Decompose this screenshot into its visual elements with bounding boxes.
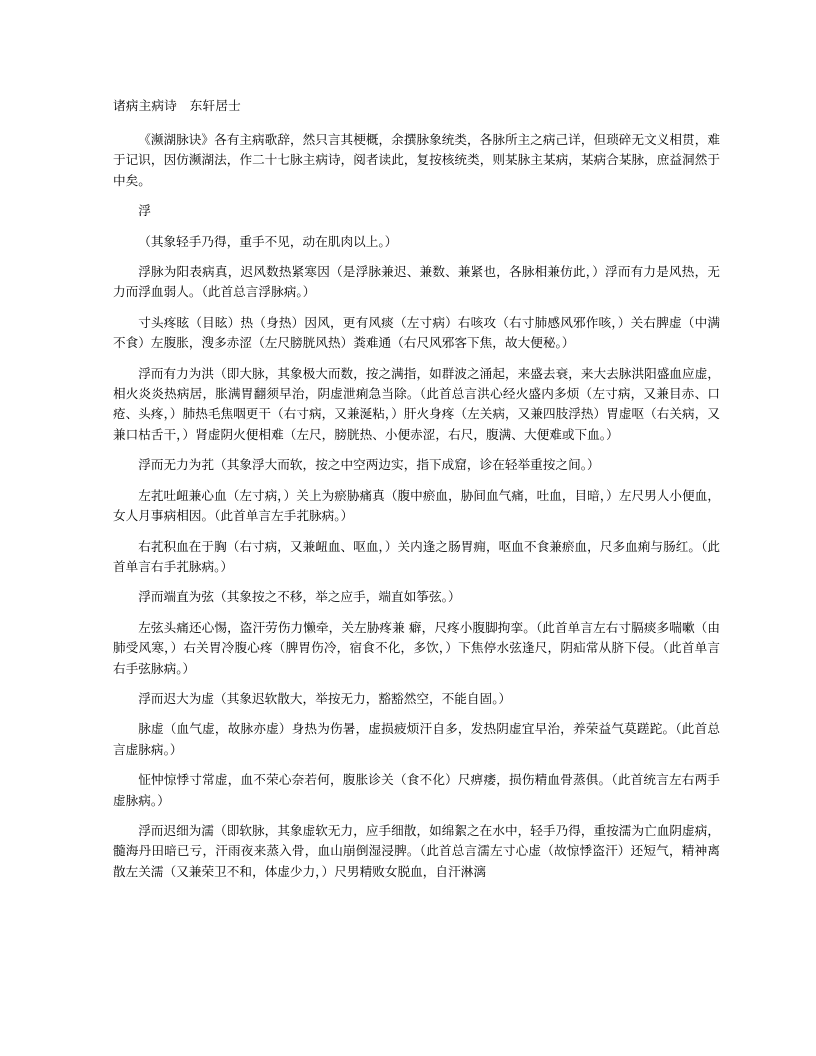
page-title: 诸病主病诗 东轩居士 bbox=[113, 98, 241, 113]
paragraph-xian-definition: 浮而端直为弦（其象按之不移，举之应手，端直如筝弦。） bbox=[138, 589, 461, 605]
paragraph-fu-definition: （其象轻手乃得，重手不见，动在肌肉以上。） bbox=[138, 233, 398, 249]
paragraph-kou-right: 右芤积血在于胸（右寸病，又兼衄血、呕血，）关内逢之肠胃痈，呕血不食兼瘀血，尺多血痢与肠红。（此首单言右手芤脉病。） bbox=[113, 538, 720, 574]
paragraph-fu-positions: 寸头疼眩（目眩）热（身热）因风，更有风痰（左寸病）右咳攻（右寸肺感风邪作咳，）关右脾虚（中满不食）左腹胀，溲多赤涩（左尺膀胱风热）粪难通（右尺风邪客下焦，故大便秘。） bbox=[113, 314, 720, 351]
paragraph-xu-definition: 浮而迟大为虚（其象迟软散大，举按无力，豁豁然空，不能自固。） bbox=[138, 690, 512, 706]
paragraph-ru-definition: 浮而迟细为濡（即软脉，其象虚软无力，应手细散，如绵絮之在水中，轻手乃得，重按濡为亡血阴虚病，髓海丹田暗已亏，汗雨夜来蒸入骨，血山崩倒湿浸脾。（此首总言濡左寸心虚（故惊悸盗汗）还短气，精神离散左关濡（又兼荣卫不和，体虚少力，）尺男精败女脱血，自汗淋漓 bbox=[113, 822, 720, 879]
paragraph-xu-positions: 怔忡惊悸寸常虚，血不荣心奈若何，腹胀诊关（食不化）尺痹痿，损伤精血骨蒸俱。（此首统言左右两手虚脉病。） bbox=[113, 772, 720, 808]
paragraph-hong-definition: 浮而有力为洪（即大脉，其象极大而数，按之满指，如群波之涌起，来盛去衰，来大去脉洪阳盛血应虚，相火炎炎热病居，胀满胃翻须早治，阴虚泄痢急当除。（此首总言洪心经火盛内多烦（左寸病，又兼目赤、口疮、头疼，）肺热毛焦咽更干（右寸病，又兼涎粘，）肝火身疼（左关病，又兼四肢浮热）胃虚呕（右关病，又兼口枯舌干，）肾虚阴火便相难（左尺，膀胱热、小便赤涩，右尺，腹满、大便难或下血。） bbox=[113, 365, 720, 442]
paragraph-xian-detail: 左弦头痛还心惕，盗汗劳伤力懒牵，关左胁疼兼 癖，尺疼小腹脚拘挛。（此首单言左右寸膈痰多喘嗽（由肺受风寒，）右关胃冷腹心疼（脾胃伤冷，宿食不化，多饮，）下焦停水弦逢尺，阴疝常从脐下侵。（此首单言右手弦脉病。） bbox=[113, 619, 720, 676]
paragraph-fu-heading: 浮 bbox=[138, 203, 151, 219]
paragraph-kou-definition: 浮而无力为芤（其象浮大而软，按之中空两边实，指下成窟，诊在轻举重按之间。） bbox=[138, 457, 600, 473]
paragraph-fu-general: 浮脉为阳表病真，迟风数热紧寒因（是浮脉兼迟、兼数、兼紧也，各脉相兼仿此，）浮而有力是风热，无力而浮血弱人。（此首总言浮脉病。） bbox=[113, 264, 720, 300]
paragraph-kou-left: 左芤吐衄兼心血（左寸病，）关上为瘀胁痛真（腹中瘀血，胁间血气痛，吐血，目暗，）左尺男人小便血，女人月事病相因。（此首单言左手芤脉病。） bbox=[113, 487, 720, 524]
paragraph-preface: 《濒湖脉诀》各有主病歌辞，然只言其梗概，余撰脉象统类，各脉所主之病己详，但琐碎无文义相贯，难于记识，因仿濒湖法，作二十七脉主病诗，阅者读此，复按核统类，则某脉主某病，某病合某脉，庶益洞然于中矣。 bbox=[113, 132, 720, 188]
paragraph-xu-general: 脉虚（血气虚，故脉亦虚）身热为伤暑，虚损疲烦汗自多，发热阴虚宜早治，养荣益气莫蹉跎。（此首总言虚脉病。） bbox=[113, 721, 720, 757]
